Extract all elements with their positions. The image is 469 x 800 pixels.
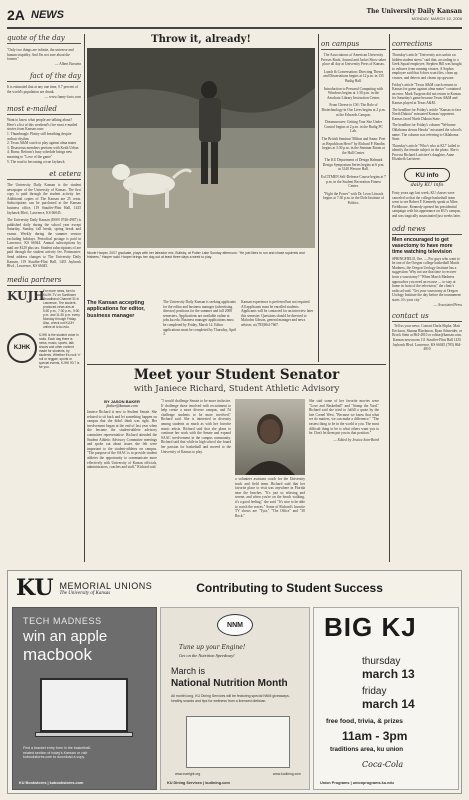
event-item: The KU Department of Design Halmark Design Symposium Series begins at 6 p.m. in 3140 Wescoe Hall. bbox=[322, 158, 385, 172]
bigkj-date1: march 13 bbox=[362, 667, 415, 681]
event-item: "Fight the Power" with Dr. Leon Litwack begins at 7:30 p.m. in the Dole Institute of Politics. bbox=[323, 191, 384, 206]
event-item: Introduction to Personal Computing with Windows begins at 1:30 p.m. in the Anschutz Library Instruction Center. bbox=[323, 86, 384, 100]
photo-caption: Nicole Harper, 2007 graduate, plays with her labrador mix, Bullsby, at Potter Lake Sunday afternoon. "He just likes to run and chase squirrels and frisbees," Harper said. Harper brings her dog out at least three days a week to play. bbox=[87, 251, 305, 260]
emailed-heading: most e-mailed bbox=[7, 105, 81, 115]
bigkj-footer: Union Programs | unionprograms.ku.edu bbox=[320, 781, 394, 786]
correction-item: Thursday's article "Who's who at KU" failed to identify the female subject in the photo. She is Provost Richard Lariviere's daughter, Anne Elizabeth Lariviere. bbox=[392, 143, 460, 162]
event-item: Lunch & Conversation: Directing Theses and Dissertations begins at 12 p.m. in 135 Budig Hall. bbox=[323, 69, 384, 83]
senator-edited-by: — Edited by Jessica Sain-Baird bbox=[333, 437, 379, 442]
contact-text: Tell us your news. Contact Darla Slipke, Matt Erickson, Shauna Blackmon, Ryan Schneider, or Brock Stein at 864-4810 or editor@kansan.com. Kansan newsroom 111 Stauffer-Flint Hall 1435 Jayhawk Blvd. Lawrence, KS 66045 (785) 864-4810 bbox=[392, 324, 462, 352]
ku-info-logo-text: KU info bbox=[415, 171, 439, 179]
ku-info-logo bbox=[404, 168, 450, 182]
etcetera-p2: The University Daily Kansan (ISSN 0746-4967) is published daily during the school year except Saturday, Sunday, fall break, spring break and exams. Weekly during the summer session excluding holidays. Periodical postage is paid in Lawrence, KS 66044. Annual subscriptions by mail are $120 plus tax. Student subscriptions of are paid through the student activity fee. Postmaster: Send address changes to The University Daily Kansan, 119 Stauffer-Flint Hall, 1435 Jayhawk Blvd., Lawrence, KS 66045. bbox=[7, 218, 81, 269]
memorial-unions-title: MEMORIAL UNIONS bbox=[59, 580, 153, 591]
big-kj-panel bbox=[313, 607, 459, 790]
nnm-badge-text: NNM bbox=[227, 621, 243, 629]
kjhk-text: KJHK is the student voice in radio. Each day there is news, music, sports, talk shows and other content made for students, by students. Whether it's rock 'n' roll or reggae, sports or special events, KJHK 90.7 is for you. bbox=[39, 332, 81, 369]
odd-news-headline: Men encouraged to get vasectomy to have more time watching television bbox=[392, 236, 453, 255]
bigkj-events: free food, trivia, & prizes bbox=[326, 718, 403, 725]
tech-madness-title: TECH MADNESS bbox=[23, 616, 102, 626]
masthead bbox=[7, 6, 462, 30]
etcetera-heading: et cetera bbox=[7, 170, 81, 180]
event-item: Dreamweaver: Getting Your Site Under Control begins at 2 p.m. in the Budig PC Lab. bbox=[324, 120, 383, 134]
feature-photo bbox=[87, 48, 315, 248]
senator-col-4: She said some of her favorite movies were "Love and Basketball" and "Stomp the Yard." Richard said she tried to fulfill a quote by the late Cornel West, "Because we know that what we do matters, we can make a difference." "The easiest thing to be in the world is you. The most difficult thing to be is what others want you to be. Don't let them put you in that position." bbox=[309, 399, 379, 436]
byline-email: jbaker@kansan.com bbox=[106, 404, 138, 408]
senator-photo bbox=[235, 399, 305, 475]
bigkj-where: traditions area, ku union bbox=[330, 746, 404, 753]
bigkj-day2: friday bbox=[362, 686, 387, 697]
kjhk-logo-text: KJHK bbox=[13, 344, 31, 351]
date-line: MONDAY, MARCH 10, 2008 bbox=[411, 16, 462, 21]
bigkj-sponsor: Coca-Cola bbox=[362, 760, 404, 769]
quote-heading: quote of the day bbox=[7, 34, 81, 44]
senator-col-3: a volunteer assistant coach for the University track and field team. Richard said that her favorite place to visit was anywhere in Florida near the beaches. "It's just so relaxing and serene, and when you're on the beach walking, it's a good feeling," she said. "It's nice to be able to watch the waves." Some of Richard's favorite TV shows are "Tyra," "The Office" and "30 Rock." bbox=[235, 477, 305, 518]
event-item: The Associations of American University Presses Book, Journal and Jacket Show takes place all day at University Press of Kansas. bbox=[321, 53, 386, 67]
correction-item: Friday's article "Texas A&M coach returns to Kansas for game against alma mater" contained an error. Mark Turgeon did not return to Kansas for Saturday's game because Texas A&M and Kansas played at Texas A&M. bbox=[392, 82, 461, 105]
tech-desc: Find a bracket entry form in the basketball-related section of today's Kansan or visit kubookstores.com to download a copy. bbox=[23, 746, 92, 760]
senator-col-2: "I would challenge Senate to be more inclusive. If challenge those involved with recruitment to help create a more diverse campus, and I'd challenge students to be more involved," Richard said. She is interested in diversity among students as much as with her favorite music artists. Richard said that she plans to continue her work with the Senate and expand SAAC involvement in the campus community. Richard said that while in high school she found her passion for basketball and moved to the University of Kansas to play. bbox=[161, 399, 231, 454]
right-column bbox=[392, 40, 462, 562]
brief-text-2: Kansan experience is preferred but not required. All applicants must be enrolled students. Applicants will be contacted for an interview later this semester. Questions should be directed to Malcolm Gibson, general manager and news adviser, at (785)864-7667. bbox=[241, 300, 314, 327]
tech-macbook: macbook bbox=[23, 645, 92, 664]
portrait-image bbox=[235, 399, 305, 475]
nnm-badge bbox=[217, 614, 253, 636]
kansan-brief bbox=[87, 300, 315, 362]
photo-feature bbox=[87, 34, 315, 296]
emailed-item: 3. Disastrous members perform with Keith Urban bbox=[7, 145, 79, 150]
etcetera-p1: The University Daily Kansan is the student newspaper of the University of Kansas. The first copy is paid through the student activity fee. Additional copies of The Kansan are 25 cents. Subscriptions can be purchased at the Kansan business office, 119 Stauffer-Flint Hall, 1435 Jayhawk Blvd., Lawrence, KS 66045. bbox=[7, 183, 81, 215]
memorial-unions-ad bbox=[7, 570, 462, 794]
emailed-item: 5. The road to becoming a true Jayhawk bbox=[7, 159, 65, 164]
page-label: 2A bbox=[7, 7, 25, 23]
nutrition-panel bbox=[160, 607, 310, 790]
quote-text: "Only two things are infinite, the universe and human stupidity. And I'm not sure about the former." bbox=[7, 48, 74, 62]
ku-info-text: Forty years ago last week, KU classes were canceled so that the college basketball team went to see Robert F. Kennedy speak at Allen Fieldhouse. Kennedy opened his presidential campaign with his appearance on KU's campus, and was tragically assassinated just weeks later. bbox=[392, 191, 461, 219]
senator-story bbox=[87, 367, 386, 562]
emailed-item: 4. Bursu: Reform's busy schedule brings new meaning to "Love of the game" bbox=[7, 150, 73, 159]
nnm-engine-sub: Get on the Nutrition Speedway! bbox=[179, 653, 235, 658]
event-item: From Cheese to CSI: The Role of Biotechnology in Our Lives begins at 2 p.m. at the Edwards Campus. bbox=[321, 103, 386, 117]
media-heading: media partners bbox=[7, 276, 81, 286]
tech-madness-panel bbox=[12, 607, 157, 790]
kujh-text: For more news, turn to KUJH-TV on Sunflower Broadband Channel 31 in Lawrence. The student-produced news airs at 5:30 p.m., 7:30 p.m., 9:30 p.m. and 11:30 p.m. every Monday through Friday. Also, check out KUJH online at tv.ku.edu. bbox=[43, 288, 80, 329]
paper-name: The University Daily Kansan bbox=[366, 8, 462, 15]
on-campus bbox=[321, 40, 386, 362]
on-campus-heading: on campus bbox=[321, 40, 386, 50]
emailed-item: 1. Thumbnugh: Plattry still breathing despite archaic rhythm bbox=[7, 131, 72, 141]
nnm-schedule-box bbox=[186, 716, 290, 768]
tech-footer: KU Bookstores | kubookstores.com bbox=[19, 781, 84, 786]
quote-attribution: — Albert Einstein bbox=[54, 61, 81, 66]
section-label: NEWS bbox=[31, 9, 64, 21]
left-column bbox=[7, 34, 81, 564]
nnm-footer: KU Dining Services | kudining.com bbox=[167, 781, 230, 786]
nnm-engine: Tune up your Engine! bbox=[179, 644, 246, 651]
odd-news-heading: odd news bbox=[392, 225, 462, 235]
brief-text: The University Daily Kansan is seeking applicants for the editor and business manager (advertising director) positions for the summer and fall 2008 semesters. Applications are available online at jobs.ku.edu. Business manager applications must be completed by Friday, March 14. Editor applications must be completed by Thursday, April 3. bbox=[163, 300, 237, 337]
bigkj-date2: march 14 bbox=[362, 697, 415, 711]
bigkj-time: 11am - 3pm bbox=[342, 729, 408, 743]
emailed-intro: Want to know what people are talking about? Here's a list of this weekend's five most e-mailed stories from Kansan.com: bbox=[7, 118, 78, 132]
byline-name: BY JASON BAKER bbox=[104, 399, 140, 404]
senator-col-1: Janiece Richard is new to Student Senate. She refused to sit back and let something happen on campus that she didn't think was right. Her involvement began at the end of last year when she became the student-athlete advisory committee representative. Richard attended the Student Athletic Advisory Committee meetings and spoke out about issues she felt were important to the student-athletes on campus. "The purpose of the SAAC is to provide student athletes the opportunity to communicate more effectively with University of Kansas officials, administrators, coaches and staff," Richard said. bbox=[87, 410, 157, 470]
senator-subhead: with Janiece Richard, Student Athletic Advisory bbox=[133, 384, 340, 394]
nnm-title: National Nutrition Month bbox=[171, 678, 288, 689]
ad-banner: Contributing to Student Success bbox=[196, 581, 383, 595]
fact-source: — www.funny-facts.com bbox=[44, 94, 81, 99]
odd-news-text: SPRINGFIELD, Ore. — For guys who want to be one of the Oregon college basketball March Madness, the Oregon Urology Institute has a suggestion: Why not use that time to recover from a vasectomy? "When March Madness approaches you need an excuse — to stay at home in front of the television," the clinic's radio ad said. "Get your vasectomy at Oregon Urology Institute the day before the tournament starts. It's your city." bbox=[392, 256, 461, 302]
nnm-footer-right[interactable]: www.kudining.com bbox=[272, 772, 301, 776]
event-item: ExCITMEN Self-Defense Course begins at 7 p.m. in the Student Recreation Fitness Center. bbox=[321, 175, 386, 189]
nnm-footer-left[interactable]: www.eatright.org bbox=[175, 772, 201, 776]
corrections-heading: corrections bbox=[392, 40, 462, 50]
odd-news-attribution: — Associated Press bbox=[433, 302, 462, 307]
nnm-month: March is bbox=[171, 666, 206, 676]
senator-headline: Meet your Student Senator bbox=[133, 367, 340, 383]
laptop-image bbox=[35, 678, 133, 738]
correction-item: The headline for Friday's article "Kansas to face North Dakota" misstated Kansas' opponent. Kansas faced North Dakota State. bbox=[392, 107, 462, 121]
fact-heading: fact of the day bbox=[7, 72, 81, 82]
tech-win: win an apple bbox=[23, 628, 108, 645]
kjhk-logo bbox=[7, 333, 37, 363]
kujh-logo: KUJH bbox=[7, 288, 45, 303]
emailed-item: 2. Texas A&M coach to play against alma mater bbox=[7, 141, 77, 146]
photo-headline: Throw it, already! bbox=[151, 34, 251, 45]
dog-and-woman-image bbox=[87, 48, 315, 248]
nnm-desc: All month long, KU Dining Services will be featuring special NNM giveaways, healthy snacks and tips for wellness from a licensed dietician. bbox=[171, 694, 290, 703]
correction-item: Thursday's article "University acts unfair on hidden student stress" said that, according to a Geek Squad employee, Stephen Hill was bought to vultures from running viruses. A Sophos employee said that 6 does scan files, clean up viruses, and detects and cleans up spyware. bbox=[392, 53, 462, 80]
event-item: The British Seminar 'Milton and Satan: Poet as Republican Hero?' by Richard P. Handin begins at 3:30 p.m. in the Seminar Room at the Hall Center. bbox=[321, 136, 386, 155]
bigkj-title: BIG KJ bbox=[324, 612, 417, 642]
ku-subtitle: The University of Kansas bbox=[59, 590, 111, 596]
contact-heading: contact us bbox=[392, 312, 462, 322]
brief-headline: The Kansan accepting applications for editor, business manager bbox=[87, 300, 145, 319]
correction-item: The headline for Friday's column "Welcome Oklahoma downs Hawks" misstated the school's name. The column was referring to Oklahoma State. bbox=[392, 123, 462, 142]
ku-logo: KU bbox=[16, 575, 54, 601]
fact-text: It is estimated that at any one time, 0.7 percent of the world's population are drunk. bbox=[7, 85, 79, 94]
ku-info-label: daily KU info bbox=[410, 182, 444, 189]
bigkj-day1: thursday bbox=[362, 656, 401, 667]
